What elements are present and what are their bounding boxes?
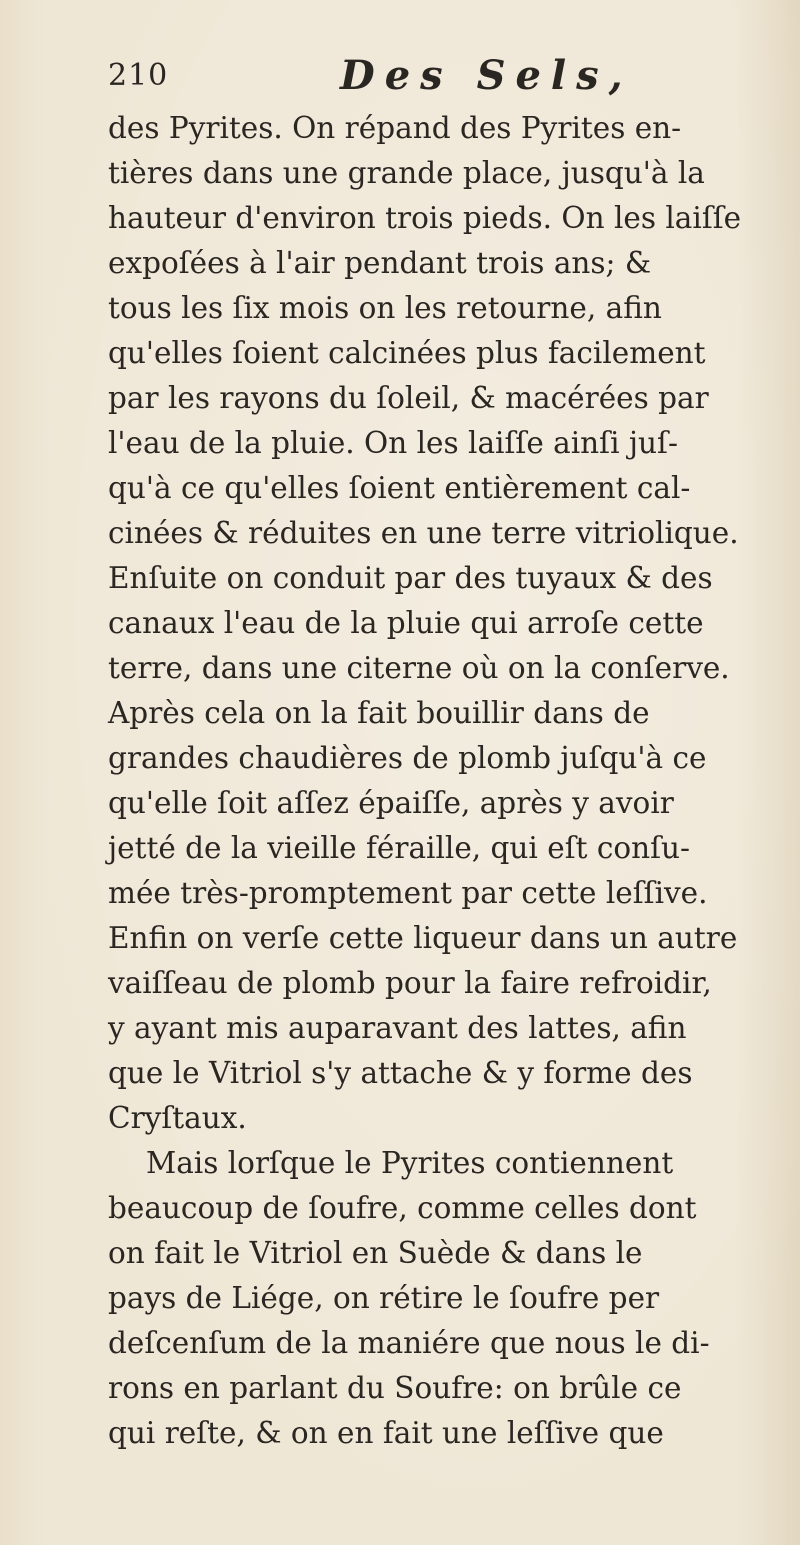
page-header (108, 52, 728, 108)
text-line: Cryſtaux. (108, 1101, 247, 1135)
text-line: expoſées à l'air pendant trois ans; & (108, 246, 652, 280)
text-line: qui reſte, & on en fait une leſſive que (108, 1416, 664, 1450)
text-line-paragraph-start: Mais lorſque le Pyrites contiennent (146, 1146, 674, 1180)
body-text (108, 106, 768, 1456)
text-line: deſcenſum de la maniére que nous le di- (108, 1326, 710, 1360)
text-line: tous les ſix mois on les retourne, afin (108, 291, 662, 325)
page-number: 210 (108, 58, 169, 93)
text-line: tières dans une grande place, jusqu'à la (108, 156, 705, 190)
text-line: jetté de la vieille féraille, qui eſt conſu- (108, 831, 691, 865)
text-line: terre, dans une citerne où on la conſerve. (108, 651, 730, 685)
text-line: pays de Liége, on rétire le ſoufre per (108, 1281, 660, 1315)
text-line: l'eau de la pluie. On les laiſſe ainſi juſ- (108, 426, 678, 460)
text-line: vaiſſeau de plomb pour la faire refroidir, (108, 966, 712, 1000)
text-line: y ayant mis auparavant des lattes, afin (108, 1011, 687, 1045)
text-line: Enfin on verſe cette liqueur dans un autre (108, 921, 738, 955)
text-line: on fait le Vitriol en Suède & dans le (108, 1236, 643, 1270)
text-line: canaux l'eau de la pluie qui arroſe cette (108, 606, 704, 640)
text-line: qu'elles ſoient calcinées plus facilement (108, 336, 706, 370)
text-line: qu'elle ſoit aſſez épaiſſe, après y avoir (108, 786, 674, 820)
text-line: beaucoup de ſoufre, comme celles dont (108, 1191, 697, 1225)
text-line: hauteur d'environ trois pieds. On les laiſſe (108, 201, 742, 235)
text-line: rons en parlant du Soufre: on brûle ce (108, 1371, 682, 1405)
text-line: que le Vitriol s'y attache & y forme des (108, 1056, 693, 1090)
text-line: cinées & réduites en une terre vitriolique. (108, 516, 739, 550)
text-line: Après cela on la fait bouillir dans de (108, 696, 650, 730)
text-line: mée très-promptement par cette leſſive. (108, 876, 708, 910)
text-line: grandes chaudières de plomb juſqu'à ce (108, 741, 707, 775)
running-title: Des Sels, (340, 52, 633, 99)
text-line: par les rayons du ſoleil, & macérées par (108, 381, 709, 415)
text-line: Enſuite on conduit par des tuyaux & des (108, 561, 713, 595)
text-line: des Pyrites. On répand des Pyrites en- (108, 111, 682, 145)
text-line: qu'à ce qu'elles ſoient entièrement cal- (108, 471, 691, 505)
